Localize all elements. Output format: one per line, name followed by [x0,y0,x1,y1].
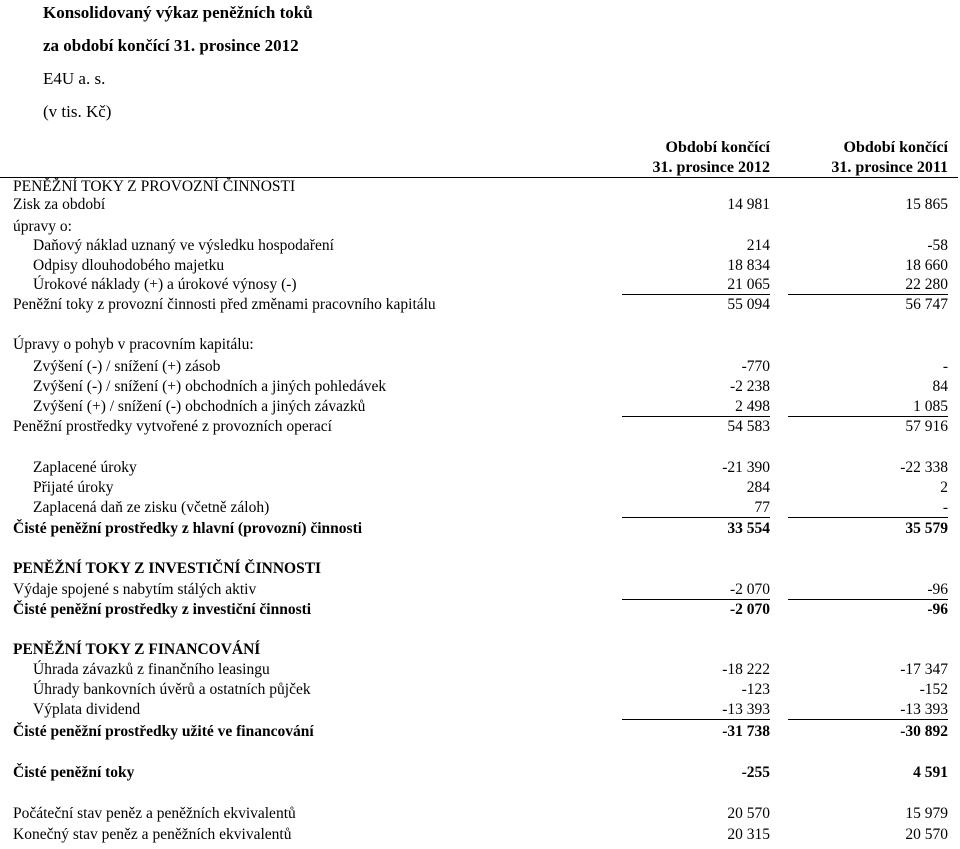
row-label: Čisté peněžní prostředky z hlavní (provozní) činnosti [13,520,363,537]
table-row [0,519,960,539]
row-label: Počáteční stav peněz a peněžních ekvivalentů [13,805,296,822]
value-2012: -31 738 [722,723,770,740]
value-2011: -96 [927,601,948,618]
row-label: Úhrada závazků z finančního leasingu [33,661,270,678]
statement-title: Konsolidovaný výkaz peněžních toků [43,3,313,22]
value-2011: 1 085 [913,398,948,415]
value-2011: 15 865 [905,196,948,213]
table-row [0,680,960,700]
table-row [0,804,960,824]
value-2012: -18 222 [722,661,770,678]
row-label: Konečný stav peněz a peněžních ekvivalentů [13,826,292,843]
value-2012: 54 583 [727,418,770,435]
table-row [0,600,960,620]
value-2011: -13 393 [900,701,948,718]
table-row [0,763,960,783]
column-header-2011-line2: 31. prosince 2011 [831,159,948,176]
table-row [0,295,960,315]
subtotal-rule-2012 [622,719,770,720]
row-label: Přijaté úroky [33,479,114,496]
currency-unit: (v tis. Kč) [43,102,112,121]
value-2012: 214 [746,237,770,254]
row-label: Zvýšení (-) / snížení (+) obchodních a jiných pohledávek [33,378,387,395]
row-label: Odpisy dlouhodobého majetku [33,257,225,274]
value-2012: 2 498 [735,398,770,415]
table-row [0,275,960,295]
table-row [0,335,960,355]
row-label: Zaplacená daň ze zisku (včetně záloh) [33,499,270,516]
value-2011: -30 892 [900,723,948,740]
table-row [0,417,960,437]
table-row [0,377,960,397]
value-2012: 33 554 [727,520,770,537]
row-label: Čisté peněžní prostředky užité ve financování [13,723,314,740]
row-label: Zisk za období [13,196,106,213]
row-label: Úrokové náklady (+) a úrokové výnosy (-) [33,276,297,293]
table-row [0,177,960,197]
value-2012: -21 390 [722,459,770,476]
row-label: Zvýšení (-) / snížení (+) zásob [33,358,221,375]
column-header-2012-line1: Období končící [665,139,770,156]
subtotal-rule-2012 [622,517,770,518]
row-label: PENĚŽNÍ TOKY Z PROVOZNÍ ČINNOSTI [13,178,296,195]
row-label: Úpravy o pohyb v pracovním kapitálu: [13,336,254,353]
value-2012: 55 094 [727,296,770,313]
value-2012: -13 393 [722,701,770,718]
column-header-2011 [748,138,948,178]
company-name: E4U a. s. [43,69,106,88]
value-2011: -22 338 [900,459,948,476]
table-row [0,825,960,845]
value-2012: -2 070 [729,601,770,618]
table-row [0,700,960,720]
table-row [0,559,960,579]
value-2012: -255 [741,764,770,781]
table-row [0,478,960,498]
value-2011: 4 591 [913,764,948,781]
value-2011: 57 916 [905,418,948,435]
value-2011: 22 280 [905,276,948,293]
subtotal-rule-2011 [788,517,948,518]
row-label: Zaplacené úroky [33,459,137,476]
table-row [0,660,960,680]
value-2011: -58 [927,237,948,254]
value-2011: -152 [919,681,948,698]
value-2012: -2 070 [729,581,770,598]
table-row [0,458,960,478]
table-row [0,217,960,237]
table-row [0,498,960,518]
row-label: úpravy o: [13,218,72,235]
value-2012: 284 [746,479,770,496]
row-label: Zvýšení (+) / snížení (-) obchodních a jiných závazků [33,398,366,415]
column-header-2011-line1: Období končící [843,139,948,156]
value-2011: -96 [927,581,948,598]
table-row [0,397,960,417]
table-row [0,236,960,256]
value-2012: -2 238 [729,378,770,395]
table-row [0,580,960,600]
value-2012: 14 981 [727,196,770,213]
value-2011: 35 579 [905,520,948,537]
subtotal-rule-2011 [788,719,948,720]
value-2012: 20 315 [727,826,770,843]
value-2012: 77 [754,499,770,516]
value-2011: 2 [940,479,948,496]
column-header-2012-line2: 31. prosince 2012 [652,159,770,176]
row-label: Peněžní prostředky vytvořené z provozních operací [13,418,332,435]
row-label: Daňový náklad uznaný ve výsledku hospodaření [33,237,334,254]
table-row [0,357,960,377]
row-label: Čisté peněžní prostředky z investiční činnosti [13,601,312,618]
value-2012: 20 570 [727,805,770,822]
value-2011: 15 979 [905,805,948,822]
value-2011: 84 [932,378,948,395]
row-label: PENĚŽNÍ TOKY Z FINANCOVÁNÍ [13,641,261,658]
value-2011: - [942,499,948,516]
row-label: Výdaje spojené s nabytím stálých aktiv [13,581,257,598]
row-label: Úhrady bankovních úvěrů a ostatních půjček [33,681,311,698]
value-2011: 20 570 [905,826,948,843]
table-row [0,195,960,215]
row-label: Peněžní toky z provozní činnosti před změnami pracovního kapitálu [13,296,436,313]
value-2012: 18 834 [727,257,770,274]
row-label: Výplata dividend [33,701,141,718]
value-2012: 21 065 [727,276,770,293]
value-2012: -123 [741,681,770,698]
value-2011: 56 747 [905,296,948,313]
value-2011: -17 347 [900,661,948,678]
value-2012: -770 [741,358,770,375]
table-row [0,640,960,660]
table-row [0,722,960,742]
statement-period: za období končící 31. prosince 2012 [43,36,299,55]
value-2011: - [942,358,948,375]
row-label: Čisté peněžní toky [13,764,135,781]
row-label: PENĚŽNÍ TOKY Z INVESTIČNÍ ČINNOSTI [13,560,322,577]
table-row [0,256,960,276]
column-header-2012 [570,138,770,178]
value-2011: 18 660 [905,257,948,274]
